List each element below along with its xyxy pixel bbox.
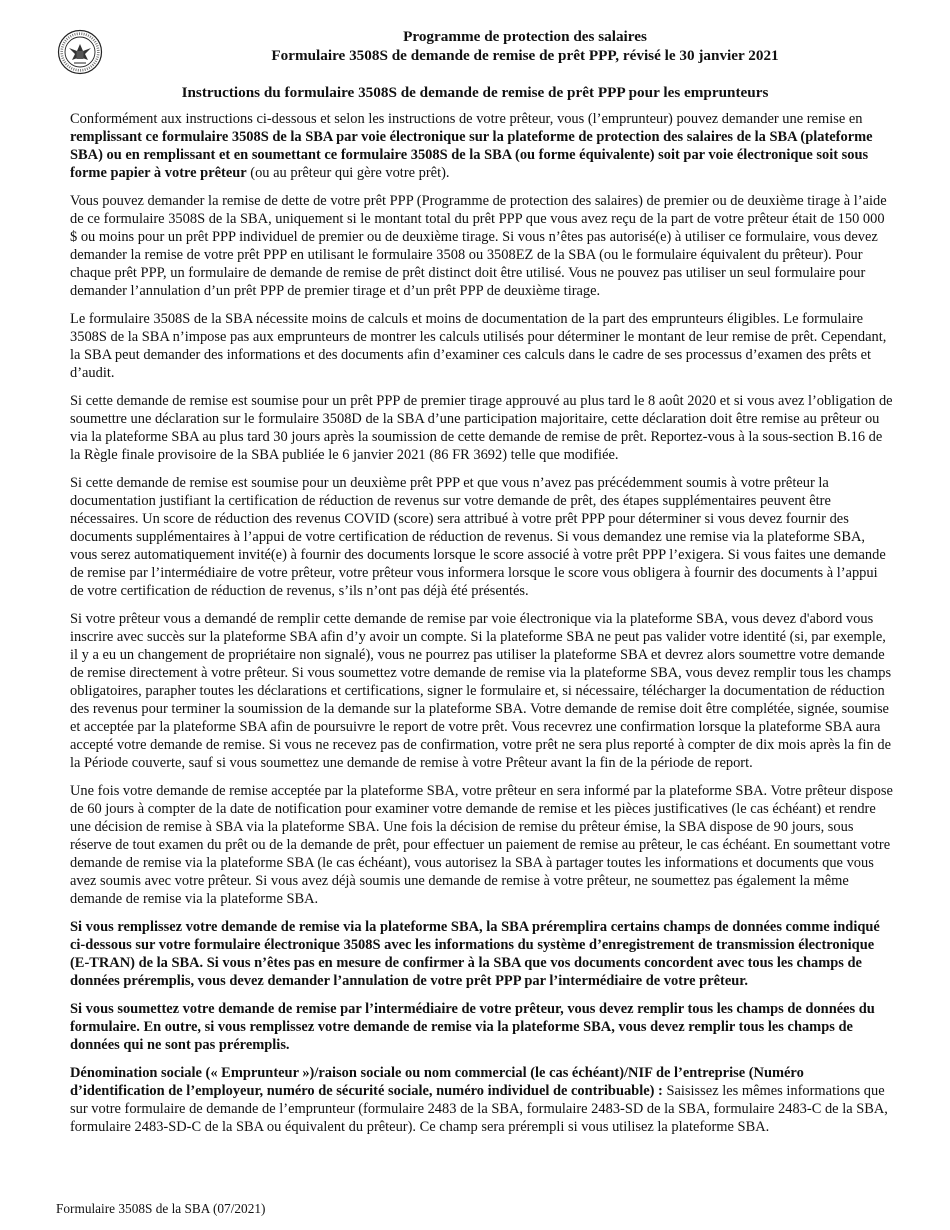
paragraph-9: Si vous soumettez votre demande de remise par l’intermédiaire de votre prêteur, vous devez remplir tous les champs de données du formulaire. En outre, si vous remplissez votre demande de remise via la plateforme SBA, vous devez remplir tous les champs de données qui ne sont pas préremplis. [70, 1001, 875, 1053]
paragraph-4: Si cette demande de remise est soumise pour un prêt PPP de premier tirage approuvé au plus tard le 8 août 2020 et si vous avez l’obligation de soumettre une déclaration sur le formulaire 3508D de la SBA d’une participation majoritaire, cette déclaration doit être remise au prêteur ou via la plateforme SBA au plus tard 30 jours après la soumission de cette demande de remise de prêt. Reportez-vous à la sous-section B.16 de la Règle finale provisoire de la SBA publiée le 6 janvier 2021 (86 FR 3692) telle que modifiée. [70, 393, 893, 463]
program-title: Programme de protection des salaires [403, 28, 647, 45]
paragraph-8: Si vous remplissez votre demande de remise via la plateforme SBA, la SBA préremplira certains champs de données comme indiqué ci-dessous sur votre formulaire électronique 3508S avec les informations du système d’enregistrement de transmission électronique (E-TRAN) de la SBA. Si vous n’êtes pas en mesure de confirmer à la SBA que vos documents concordent avec tous les champs de données préremplis, vous devez demander l’annulation de votre prêt PPP par l’intermédiaire de votre prêteur. [70, 919, 880, 989]
form-header [120, 27, 930, 65]
instructions-body [70, 110, 894, 1146]
paragraph-3: Le formulaire 3508S de la SBA nécessite moins de calculs et moins de documentation de la part des emprunteurs éligibles. Le formulaire 3508S de la SBA n’impose pas aux emprunteurs de montrer les calculs utilisés pour déterminer le montant de leur remise de prêt. Cependant, la SBA peut demander des informations et des documents afin d’examiner ces calculs dans le cadre de ses processus d’examen des prêts et d’audit. [70, 311, 887, 381]
paragraph-6: Si votre prêteur vous a demandé de remplir cette demande de remise par voie électronique via la plateforme SBA, vous devez d'abord vous inscrire avec succès sur la plateforme SBA afin d’y avoir un compte. Si la plateforme SBA ne peut pas valider votre identité (si, par exemple, il y a eu un changement de propriétaire non signalé), vous ne pourrez pas utiliser la plateforme SBA et devrez alors soumettre votre demande de remise directement à votre prêteur. Si vous soumettez votre demande de remise via la plateforme SBA, vous devez remplir tous les champs obligatoires, parapher toutes les déclarations et certifications, signer le formulaire et, si nécessaire, télécharger la documentation de réduction des revenus pour terminer la soumission de la demande sur la plateforme SBA. Votre demande de remise doit être complétée, signée, soumise et acceptée par la plateforme SBA afin de poursuivre le report de votre prêt. Vous recevrez une confirmation lorsque la plateforme SBA aura accepté votre demande de remise. Si vous ne recevez pas de confirmation, votre prêt ne sera plus reporté à compter de dix mois après la fin de la Période couverte, sauf si vous soumettez une demande de remise à votre Prêteur avant la fin de la période de report. [70, 611, 892, 771]
paragraph-10: Dénomination sociale (« Emprunteur »)/raison sociale ou nom commercial (le cas échéant)/NIF de l’entreprise (Numéro d’identification de l’employeur, numéro de sécurité sociale, numéro individuel de contribuable) : Saisissez les mêmes informations que sur votre formulaire de demande de l’emprunteur (formulaire 2483 de la SBA, formulaire 2483-SD de la SBA, formulaire 2483-C de la SBA, formulaire 2483-SD-C de la SBA ou équivalent du prêteur). Ce champ sera prérempli si vous utilisez la plateforme SBA. [70, 1065, 888, 1135]
paragraph-2: Vous pouvez demander la remise de dette de votre prêt PPP (Programme de protection des salaires) de premier ou de deuxième tirage à l’aide de ce formulaire 3508S de la SBA, uniquement si le montant total du prêt PPP que vous avez reçu de la part de votre prêteur était de 150 000 $ ou moins pour un prêt PPP individuel de premier ou de deuxième tirage. Si vous n’êtes pas autorisé(e) à utiliser ce formulaire, vous devez demander la remise de votre prêt PPP en utilisant le formulaire 3508 ou 3508EZ de la SBA (ou le formulaire équivalent du prêteur). Pour chaque prêt PPP, un formulaire de demande de remise de prêt distinct doit être utilisé. Vous ne pouvez pas utiliser un seul formulaire pour demander l’annulation d’un prêt PPP de premier tirage et d’un prêt PPP de deuxième tirage. [70, 193, 887, 299]
form-footer: Formulaire 3508S de la SBA (07/2021) [56, 1201, 266, 1216]
paragraph-1: Conformément aux instructions ci-dessous et selon les instructions de votre prêteur, vous (l’emprunteur) pouvez demander une remise en remplissant ce formulaire 3508S de la SBA par voie électronique sur la plateforme de protection des salaires de la SBA (plateforme SBA) ou en remplissant et en soumettant ce formulaire 3508S de la SBA (ou forme équivalente) soit par voie électronique soit sous forme papier à votre prêteur (ou au prêteur qui gère votre prêt). [70, 111, 873, 181]
sba-seal-logo [57, 29, 103, 75]
paragraph-7: Une fois votre demande de remise acceptée par la plateforme SBA, votre prêteur en sera informé par la plateforme SBA. Votre prêteur dispose de 60 jours à compter de la date de notification pour examiner votre demande de remise et les pièces justificatives (le cas échéant) et rendre une décision de remise à SBA via la plateforme SBA. Une fois la décision de remise du prêteur émise, la SBA dispose de 90 jours, sous réserve de tout examen du prêt ou de la demande de prêt, pour effectuer un paiement de remise au prêteur, le cas échéant. En soumettant votre demande de remise via la plateforme SBA (le cas échéant), vous autorisez la SBA à partager toutes les informations et documents que vous avez soumis avec votre prêteur. Si vous avez déjà soumis une demande de remise à votre prêteur, ne soumettez pas également la même demande de remise via la plateforme SBA. [70, 783, 893, 907]
paragraph-5: Si cette demande de remise est soumise pour un deuxième prêt PPP et que vous n’avez pas précédemment soumis à votre prêteur la documentation justifiant la certification de réduction de revenus sur votre demande de prêt, des étapes supplémentaires peuvent être nécessaires. Un score de réduction des revenus COVID (score) sera attribué à votre prêt PPP pour déterminer si vous devez fournir des documents supplémentaires à l’appui de votre certification de réduction de revenus. Si vous demandez une remise via la plateforme SBA, vous serez automatiquement invité(e) à fournir des documents lorsque le score associé à votre prêt PPP l’exigera. Si vous faites une demande de remise par l’intermédiaire de votre prêteur, votre prêteur vous informera lorsque le score vous obligera à fournir des documents à l’appui de votre certification de réduction de revenus, s’ils n’ont pas déjà été présentés. [70, 475, 886, 599]
instructions-title: Instructions du formulaire 3508S de demande de remise de prêt PPP pour les emprunteurs [181, 84, 769, 101]
form-title: Formulaire 3508S de demande de remise de prêt PPP, révisé le 30 janvier 2021 [271, 47, 779, 64]
